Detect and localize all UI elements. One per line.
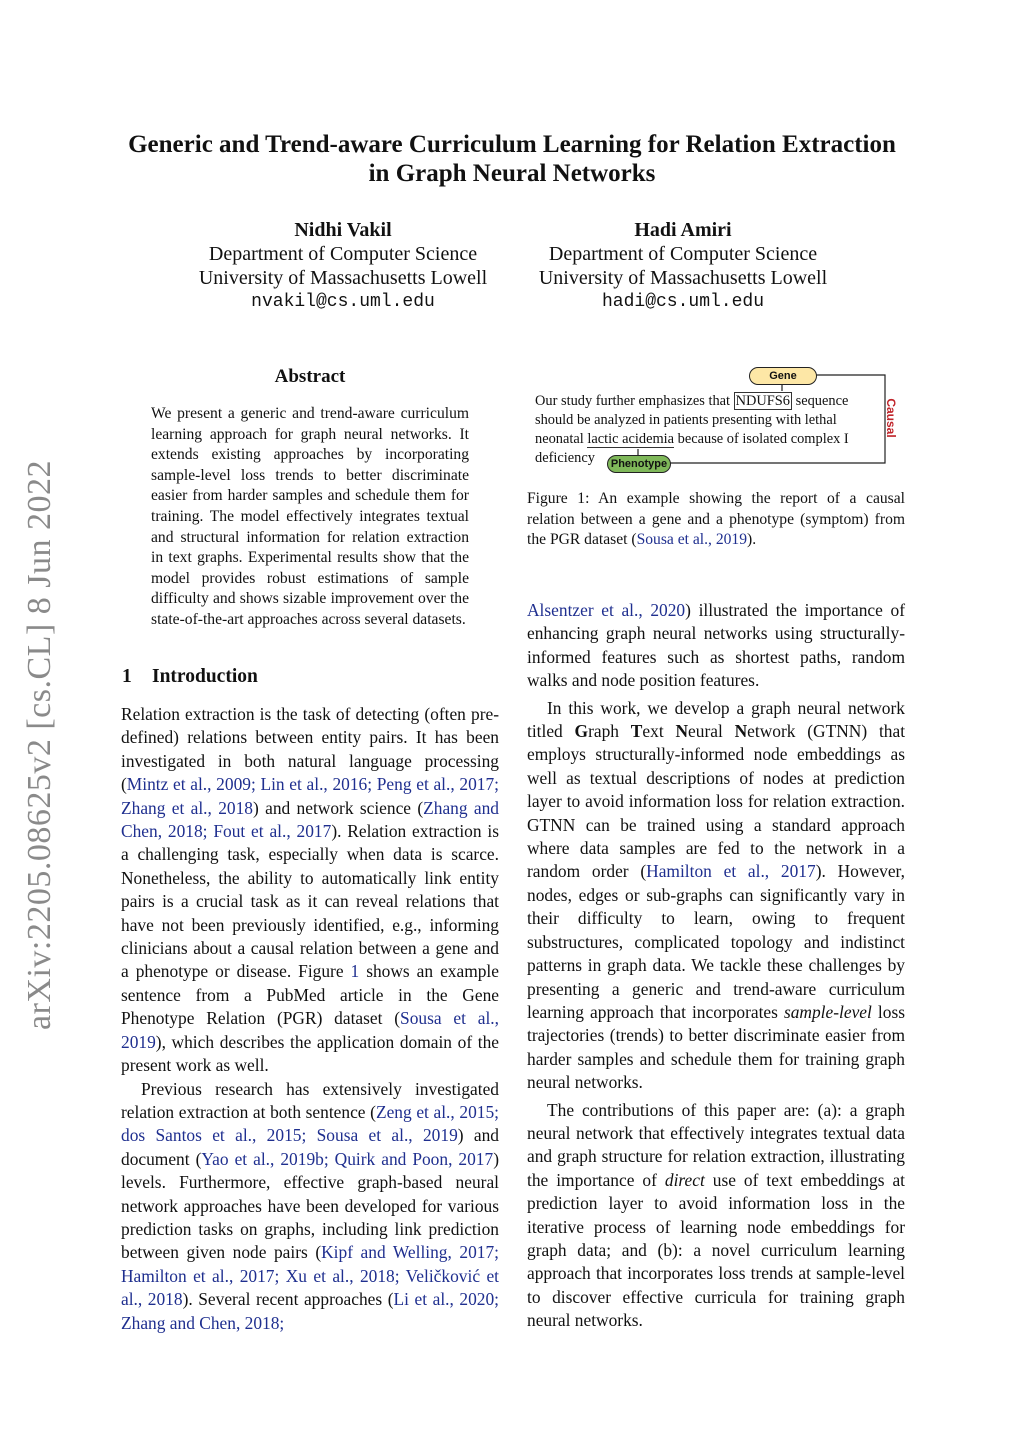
intro-paragraph-contributions: The contributions of this paper are: (a): a graph neural network that effectively integrates textual data and graph structure for relation extraction, illustrating the importance of direct use of text embeddings at prediction layer to avoid information loss in the iterative process of learning node embeddings for graph data; and (b): a novel curriculum learning approach that incorporates loss trends at sample-level to discover effective curricula for training graph neural networks. bbox=[527, 1099, 905, 1331]
gene-node: Gene bbox=[749, 367, 817, 385]
section-title: Introduction bbox=[152, 666, 258, 687]
gene-mention: NDUFS6 bbox=[735, 393, 791, 409]
right-column-body bbox=[527, 599, 905, 1333]
intro-paragraph-gtnn: In this work, we develop a graph neural network titled Graph Text Neural Network (GTNN) that employs structurally-informed node embeddings as well as textual descriptions of nodes at prediction layer to avoid information loss for relation extraction. GTNN can be trained using a standard approach where data samples are fed to the network in a random order (Hamilton et al., 2017). However, nodes, edges or sub-graphs can significantly vary in their difficulty to learn, owing to frequent substructures, complicated topology and indistinct patterns in graph data. We tackle these challenges by presenting a generic and trend-aware curriculum learning approach that incorporates sample-level loss trajectories (trends) to better discriminate easier from harder samples and schedule them for training graph neural networks. bbox=[527, 697, 906, 1093]
figure-reference-link[interactable]: 1 bbox=[350, 961, 360, 982]
left-column-body bbox=[121, 703, 499, 1335]
citation-link[interactable]: Zhang and Chen, 2018; Fout et al., 2017 bbox=[121, 797, 499, 842]
citation-link[interactable]: Sousa et al., 2019 bbox=[121, 1008, 499, 1052]
author-name: Nidhi Vakil bbox=[294, 219, 392, 241]
intro-paragraph-1: Relation extraction is the task of detecting (often pre-defined) relations between entity pairs. It has been investigated in both natural language processing (Mintz et al., 2009; Lin et al., 2016; Peng et al., 2017; Zhang et al., 2018) and network science (Zhang and Chen, 2018; Fout et al., 2017). Relation extraction is a challenging task, especially when data is scarce. Nonetheless, the ability to automatically link entity pairs is a crucial task as it can reveal relations that have not been previously identified, e.g., informing clinicians about a causal relation between a gene and a phenotype or disease. Figure 1 shows an example sentence from a PubMed article in the Gene Phenotype Relation (PGR) dataset (Sousa et al., 2019), which describes the application domain of the present work as well. bbox=[121, 704, 499, 1076]
citation-link[interactable]: Li et al., 2020; Zhang and Chen, 2018; bbox=[121, 1289, 499, 1333]
paper-title bbox=[100, 130, 924, 188]
section-number: 1 bbox=[122, 666, 132, 687]
author-name: Hadi Amiri bbox=[634, 219, 732, 241]
figure-1-diagram bbox=[527, 364, 907, 476]
abstract-heading: Abstract bbox=[274, 366, 346, 387]
section-heading-introduction bbox=[122, 666, 258, 688]
phenotype-mention: lactic acidemia bbox=[587, 431, 675, 447]
phenotype-node: Phenotype bbox=[607, 455, 671, 473]
figure-1-caption: Figure 1: An example showing the report of a causal relation between a gene and a phenotype (symptom) from the PGR dataset (Sousa et al., 2019). bbox=[527, 490, 905, 549]
author-block-1 bbox=[173, 218, 513, 314]
citation-link[interactable]: Hamilton et al., 2017 bbox=[646, 861, 816, 882]
author-department: Department of Computer Science bbox=[548, 243, 818, 265]
abstract-text: We present a generic and trend-aware curriculum learning approach for graph neural networks. It extends existing approaches by incorporating sample-level loss trends to better discriminate easier from harder samples and schedule them for training. The model effectively integrates textual and structural information for relation extraction in text graphs. Experimental results show that the model provides robust estimations of sample difficulty and shows sizable improvement over the state-of-the-art approaches across several datasets. bbox=[151, 405, 469, 628]
author-university: University of Massachusetts Lowell bbox=[538, 267, 828, 289]
arxiv-identifier: arXiv:2205.08625v2 [cs.CL] 8 Jun 2022 bbox=[21, 459, 58, 1031]
title-line-2: in Graph Neural Networks bbox=[368, 160, 656, 187]
figure-example-sentence: Our study further emphasizes that NDUFS6 sequence should be analyzed in patients presenting with lethal neonatal lactic acidemia because of isolated complex I deficiency bbox=[535, 393, 849, 466]
author-university: University of Massachusetts Lowell bbox=[198, 267, 488, 289]
causal-relation-label: Causal bbox=[884, 398, 898, 438]
citation-link[interactable]: Yao et al., 2019b; Quirk and Poon, 2017 bbox=[201, 1148, 494, 1169]
intro-paragraph-continued: Alsentzer et al., 2020) illustrated the importance of enhancing graph neural networks using structurally-informed features such as shortest paths, random walks and node position features. bbox=[527, 600, 905, 691]
citation-link[interactable]: Zeng et al., 2015; dos Santos et al., 2015; Sousa et al., 2019 bbox=[121, 1101, 499, 1146]
author-email[interactable]: nvakil@cs.uml.edu bbox=[251, 292, 435, 312]
citation-link[interactable]: Sousa et al., 2019 bbox=[636, 531, 748, 549]
author-email[interactable]: hadi@cs.uml.edu bbox=[601, 292, 765, 312]
citation-link[interactable]: Kipf and Welling, 2017; Hamilton et al., 2017; Xu et al., 2018; Veličković et al., 2018 bbox=[121, 1242, 499, 1310]
citation-link[interactable]: Mintz et al., 2009; Lin et al., 2016; Peng et al., 2017; Zhang et al., 2018 bbox=[121, 774, 499, 818]
author-block-2 bbox=[513, 218, 853, 314]
intro-paragraph-2: Previous research has extensively investigated relation extraction at both sentence (Zeng et al., 2015; dos Santos et al., 2015; Sousa et al., 2019) and document (Yao et al., 2019b; Quirk and Poon, 2017) levels. Furthermore, effective graph-based neural network approaches have been developed for various prediction tasks on graphs, including link prediction between given node pairs (Kipf and Welling, 2017; Hamilton et al., 2017; Xu et al., 2018; Veličković et al., 2018). Several recent approaches (Li et al., 2020; Zhang and Chen, 2018; bbox=[121, 1078, 500, 1333]
citation-link[interactable]: Alsentzer et al., 2020 bbox=[527, 600, 686, 620]
author-department: Department of Computer Science bbox=[208, 243, 478, 265]
title-line-1: Generic and Trend-aware Curriculum Learning for Relation Extraction bbox=[128, 131, 896, 158]
